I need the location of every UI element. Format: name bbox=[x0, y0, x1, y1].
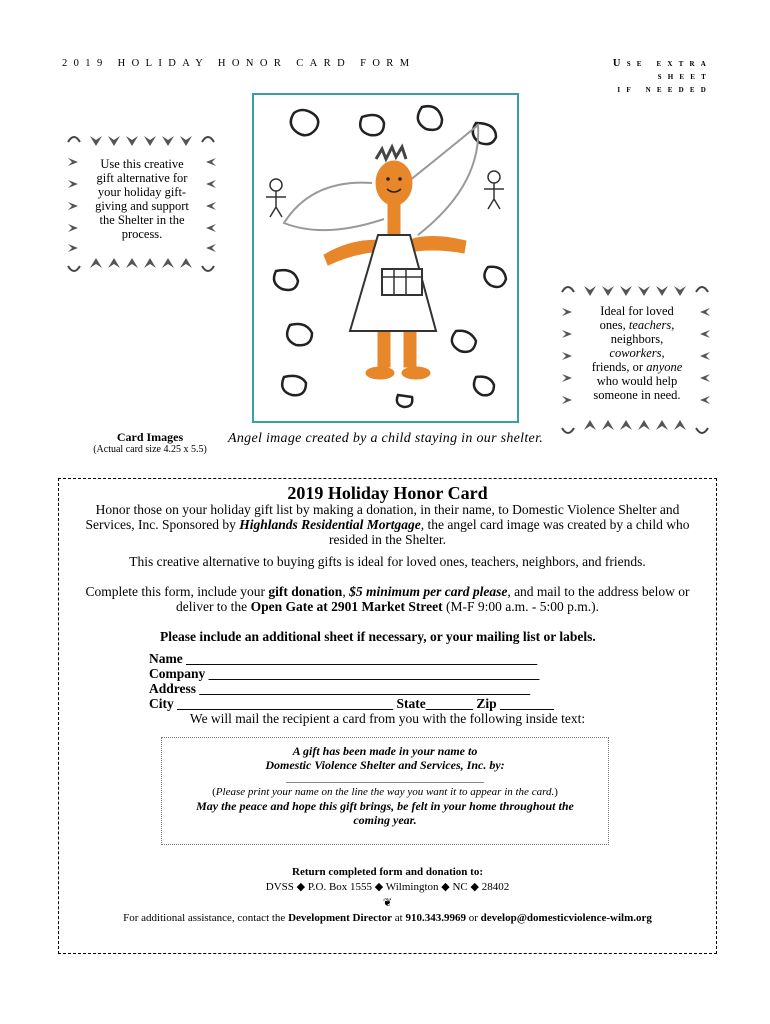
address-fields bbox=[149, 651, 554, 711]
form-title: 2019 Holiday Honor Card bbox=[287, 483, 488, 503]
print-name-note: (Please print your name on the line the way you want it to appear in the card.) bbox=[212, 786, 558, 798]
right-box-line: Ideal for loved bbox=[600, 304, 674, 318]
ornament-icon: ❦ bbox=[382, 897, 393, 909]
right-box-line: friends, or anyone bbox=[591, 360, 683, 374]
extra-sheet-line-2: if needed bbox=[617, 84, 712, 95]
contact-line: For additional assistance, contact the Development Director at 910.343.9969 or develop@domesticviolence-wilm.org bbox=[123, 912, 652, 924]
address-field[interactable]: Address _________________________________________________ bbox=[149, 681, 531, 696]
extra-sheet-note bbox=[560, 57, 712, 96]
city-state-zip-field[interactable]: City ________________________________ State_______ Zip ________ bbox=[149, 696, 555, 711]
left-box-text: Use this creative gift alternative for your holiday gift-giving and support the Shelter in the process. bbox=[95, 157, 189, 241]
inside-text-line-2: Domestic Violence Shelter and Services, Inc. by: bbox=[265, 758, 505, 772]
signature-blank-line: ____________________________________________ bbox=[286, 774, 484, 784]
phone-number: 910.343.9969 bbox=[405, 912, 466, 924]
form-header-title: 2019 HOLIDAY HONOR CARD FORM bbox=[62, 58, 416, 69]
intro-paragraph: Honor those on your holiday gift list by making a donation, in their name, to Domestic Violence Shelter and Services, Inc. Sponsored by Highlands Residential Mortgage, the angel card image was created by a child who resided in the Shelter. bbox=[85, 502, 690, 547]
inside-text-line-4: coming year. bbox=[353, 813, 417, 827]
right-box-text bbox=[582, 304, 692, 402]
angel-card-image bbox=[252, 93, 519, 423]
inside-text-line-1: A gift has been made in your name to bbox=[292, 744, 478, 758]
mail-recipient-text: We will mail the recipient a card from you with the following inside text: bbox=[189, 711, 586, 726]
company-field[interactable]: Company _________________________________________________ bbox=[149, 666, 540, 681]
return-address: DVSS ◆ P.O. Box 1555 ◆ Wilmington ◆ NC ◆ 28402 bbox=[265, 881, 510, 893]
card-size-caption: (Actual card size 4.25 x 5.5) bbox=[93, 444, 207, 455]
angel-drawing-icon bbox=[254, 95, 517, 421]
sponsor-name: Highlands Residential Mortgage bbox=[239, 517, 421, 532]
right-box-line: neighbors, bbox=[610, 332, 664, 346]
name-field[interactable]: Name ____________________________________________________ bbox=[149, 651, 538, 666]
instructions-paragraph: Complete this form, include your gift donation, $5 minimum per card please, and mail to the address below or deliver to the Open Gate at 2901 Market Street (M-F 9:00 a.m. - 5:00 p.m.). bbox=[85, 584, 690, 614]
additional-sheet-note: Please include an additional sheet if necessary, or your mailing list or labels. bbox=[160, 629, 596, 644]
right-box-line: who would help bbox=[596, 374, 678, 388]
right-box-line: someone in need. bbox=[593, 388, 681, 402]
inside-text-box bbox=[161, 737, 609, 845]
right-box-line: ones, teachers, bbox=[599, 318, 675, 332]
email-link[interactable]: develop@domesticviolence-wilm.org bbox=[480, 912, 652, 924]
right-box-line: coworkers, bbox=[609, 346, 665, 360]
alternative-paragraph: This creative alternative to buying gifts is ideal for loved ones, teachers, neighbors, and friends. bbox=[129, 554, 646, 569]
inside-text-line-3: May the peace and hope this gift brings, be felt in your home throughout the bbox=[196, 799, 574, 813]
angel-image-caption: Angel image created by a child staying in our shelter. bbox=[228, 431, 544, 446]
card-images-caption: Card Images bbox=[116, 430, 184, 444]
return-title: Return completed form and donation to: bbox=[292, 866, 483, 878]
extra-sheet-line-1: Use extra sheet bbox=[612, 58, 712, 82]
